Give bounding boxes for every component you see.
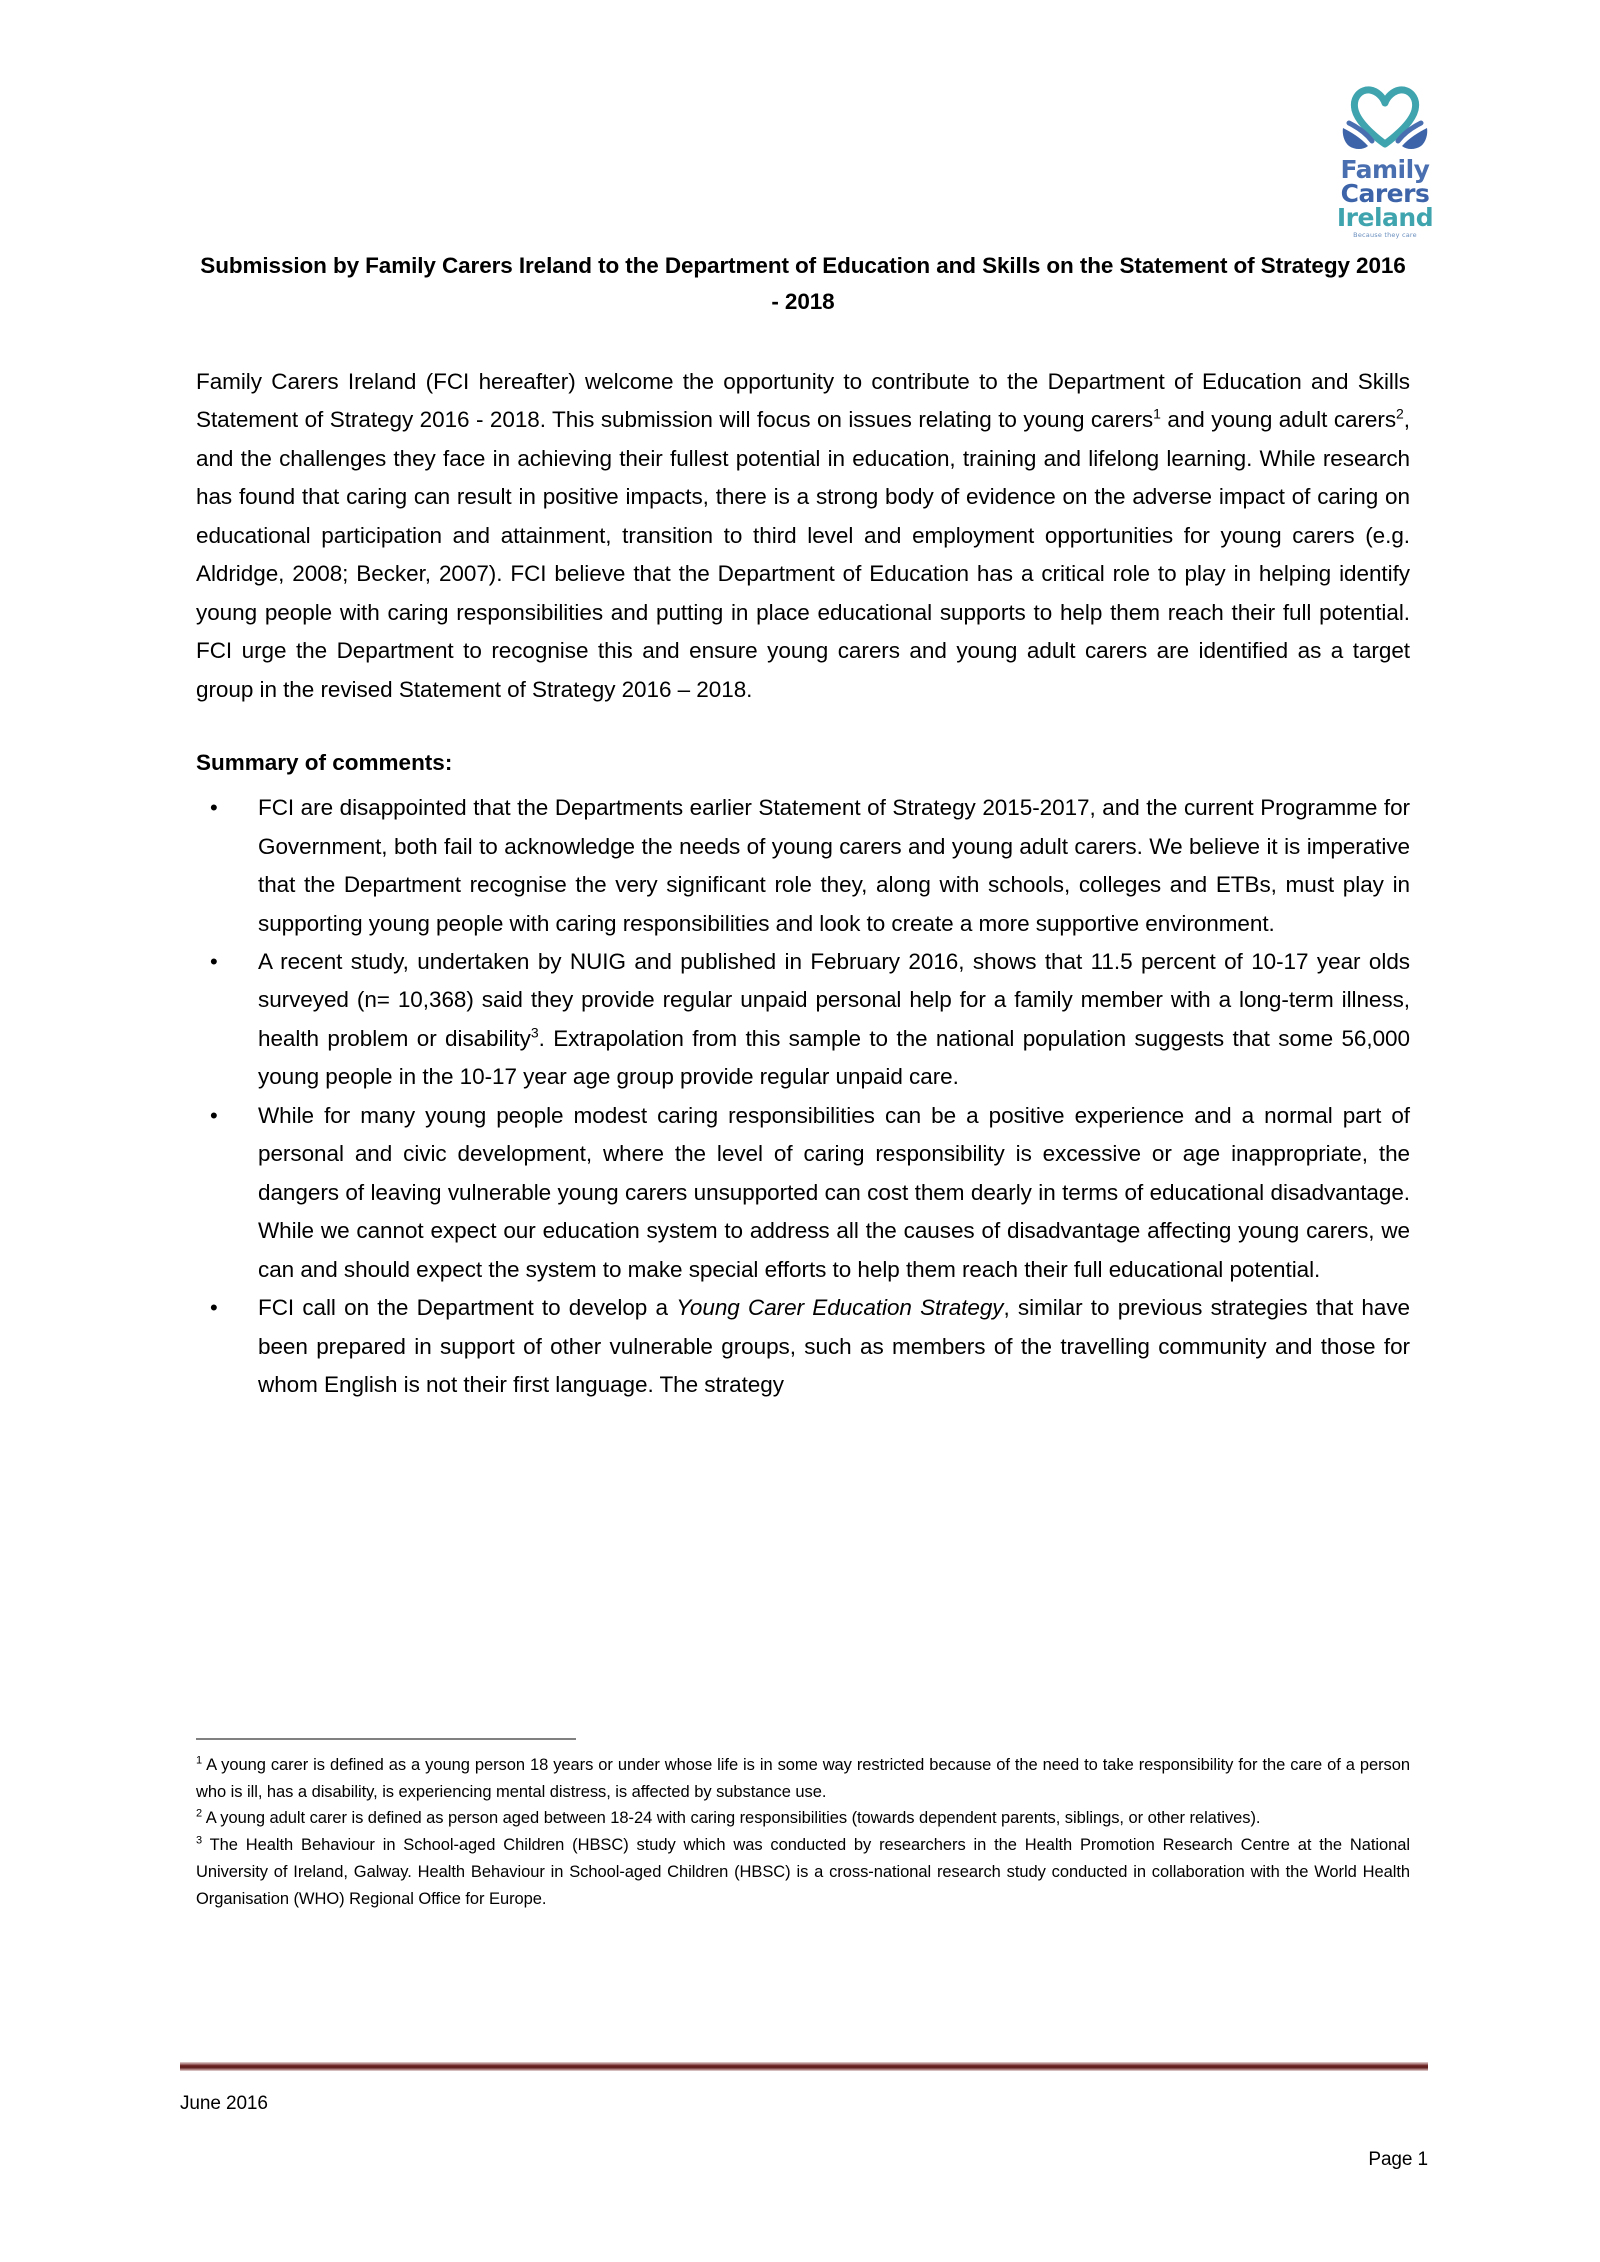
footnote-1-marker: 1 [196,1754,203,1767]
footer-row [180,2087,1428,2177]
logo-text-ireland: Ireland [1336,202,1434,232]
list-item [196,1097,1410,1289]
summary-heading: Summary of comments: [196,750,453,776]
bullet-3-text: While for many young people modest caring responsibilities can be a positive experience and a normal part of personal and civic development, where the level of caring responsibility is excessive or age inappropriate, the dangers of leaving vulnerable young carers unsupported can cost them dearly in terms of educational disadvantage. While we cannot expect our education system to address all the causes of disadvantage affecting young carers, we can and should expect the system to make special efforts to help them reach their full educational potential. [258,1102,1410,1282]
intro-paragraph [196,321,1410,709]
footnote-2 [196,1805,1410,1832]
logo-text-family: Family [1340,155,1430,184]
footer-page-number: Page 1 [1368,2149,1428,2170]
logo-text-carers: Carers [1340,178,1430,208]
footnote-2-marker: 2 [196,1807,203,1820]
bullet-2-text-post: . Extrapolation from this sample to the national population suggests that some 56,000 young people in the 10-17 year age group provide regular unpaid care. [258,1025,1410,1090]
footnote-1-text: A young carer is defined as a young person 18 years or under whose life is in some way restricted because of the need to take responsibility for the care of a person who is ill, has a disability, is experiencing mental distress, is affected by substance use. [196,1756,1410,1801]
bullet-4-text-pre: FCI call on the Department to develop a [258,1295,677,1321]
logo-tagline: Because they care [1353,231,1417,240]
footnote-3-text: The Health Behaviour in School-aged Children (HBSC) study which was conducted by researchers in the Health Promotion Research Centre at the National University of Ireland, Galway. Health Behaviour in School-aged Children (HBSC) is a cross-national research study conducted in collaboration with the World Health Organisation (WHO) Regional Office for Europe. [196,1836,1410,1908]
footnote-3 [196,1832,1410,1912]
footnote-ref-3[interactable]: 3 [530,1024,539,1041]
intro-part-1: Family Carers Ireland (FCI hereafter) welcome the opportunity to contribute to the Department of Education and Skills Statement of Strategy 2016 - 2018. This submission will focus on issues relating to young carers [196,368,1410,433]
footer-date: June 2016 [180,2093,268,2114]
footnote-1 [196,1752,1410,1805]
footnote-2-text: A young adult carer is defined as person aged between 18-24 with caring responsibilities (towards dependent parents, siblings, or other relatives). [202,1809,1261,1828]
page-footer [180,2062,1428,2177]
bullet-4-text-post: , similar to previous strategies that have been prepared in support of other vulnerable groups, such as members of the travelling community and those for whom English is not their first language. The strategy [258,1295,1411,1398]
document-title: Submission by Family Carers Ireland to the Department of Education and Skills on the Statement of Strategy 2016 - 2018 [200,253,1406,315]
footnote-3-marker: 3 [196,1834,203,1847]
bullet-4-emphasis: Young Carer Education Strategy [676,1295,1004,1321]
bullet-2-text-pre: A recent study, undertaken by NUIG and published in February 2016, shows that 11.5 percent of 10-17 year olds surveyed (n= 10,368) said they provide regular unpaid personal help for a family member with a long-term illness, health problem or disability [258,948,1410,1051]
list-item [196,789,1410,943]
footnotes-section [196,1738,1410,1912]
bullet-1-text: FCI are disappointed that the Departments earlier Statement of Strategy 2015-2017, and the current Programme for Government, both fail to acknowledge the needs of young carers and young adult carers. We believe it is imperative that the Department recognise the very significant role they, along with schools, colleges and ETBs, must play in supporting young people with caring responsibilities and look to create a more supportive environment. [258,795,1410,936]
footnote-ref-2[interactable]: 2 [1396,405,1404,422]
intro-part-2: and young adult carers [1160,407,1397,433]
intro-part-3: , and the challenges they face in achieving their fullest potential in education, training and lifelong learning. While research has found that caring can result in positive impacts, there is a strong body of evidence on the adverse impact of caring on educational participation and attainment, transition to third level and employment opportunities for young carers (e.g. Aldridge, 2008; Becker, 2007). FCI believe that the Department of Education has a critical role to play in helping identify young people with caring responsibilities and putting in place educational supports to help them reach their full potential. FCI urge the Department to recognise this and ensure young carers and young adult carers are identified as a target group in the revised Statement of Strategy 2016 – 2018. [196,407,1410,702]
footnote-separator-rule [196,1738,576,1740]
document-body [196,0,1410,1405]
footer-divider-rule [180,2062,1428,2071]
footnote-ref-1[interactable]: 1 [1153,405,1161,422]
summary-bullet-list [196,789,1410,1405]
list-item [196,943,1410,1097]
list-item [196,1289,1410,1404]
